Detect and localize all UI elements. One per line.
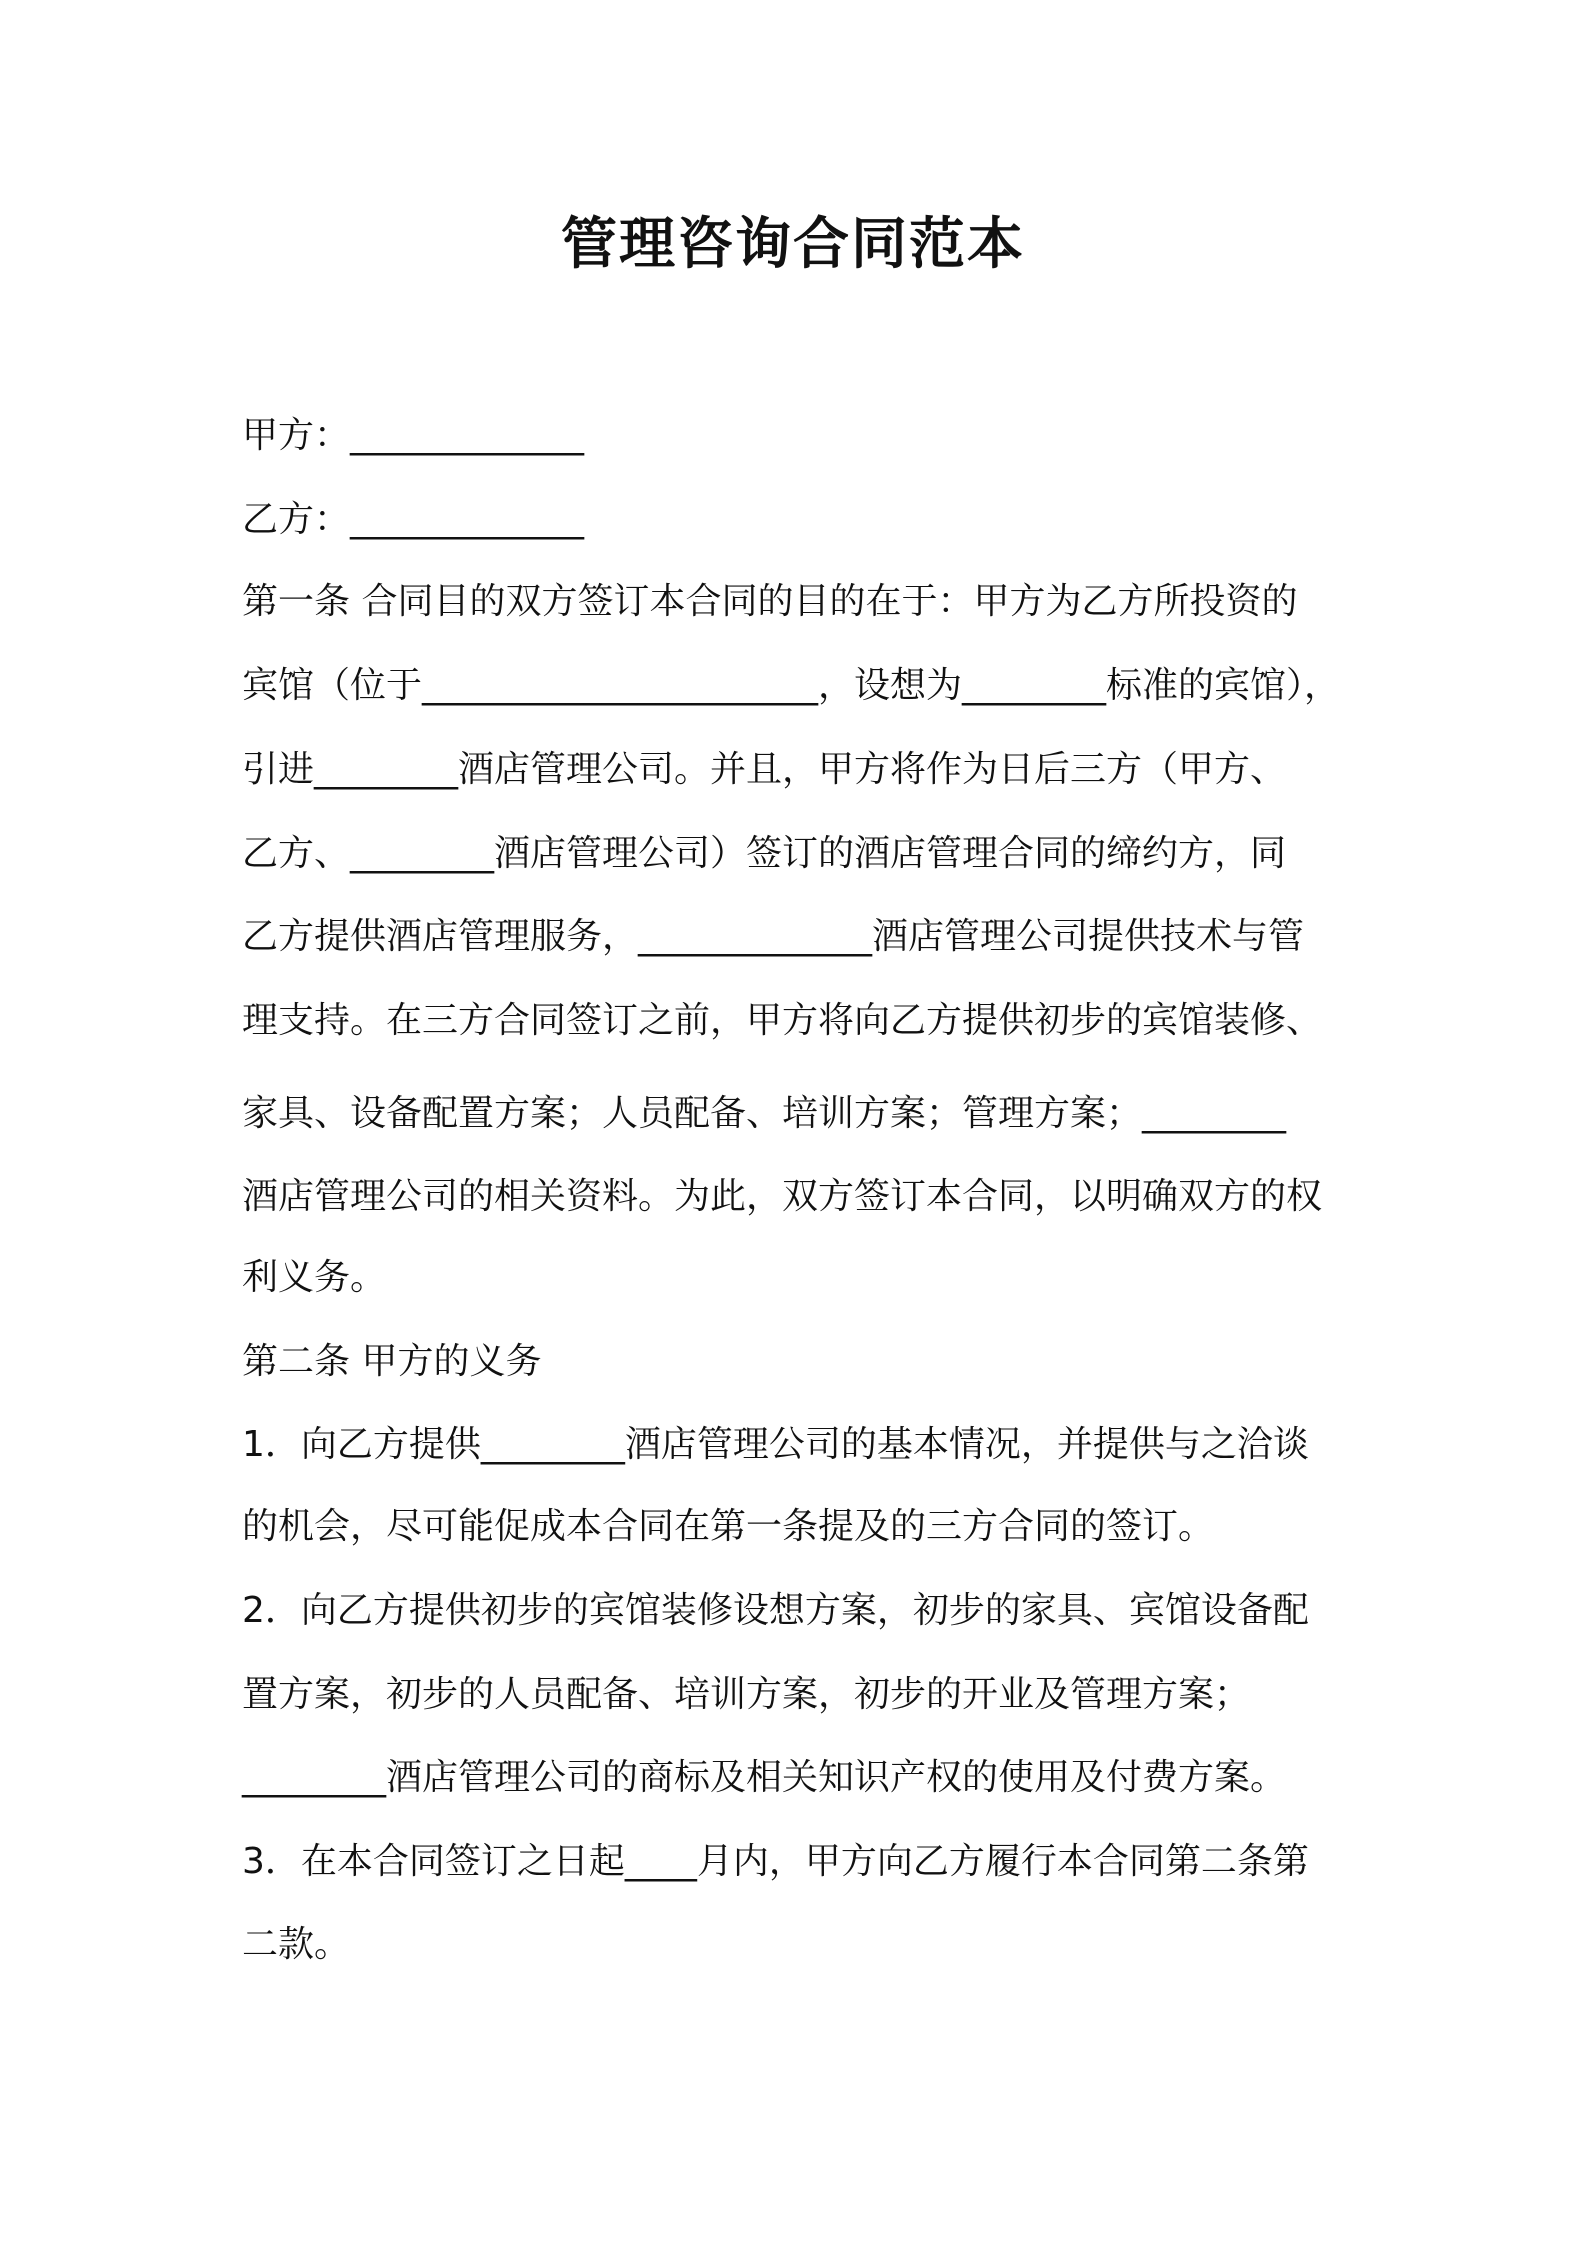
clause-3-line-2: 二款。 bbox=[242, 1924, 351, 1965]
article-2-heading: 第二条 甲方的义务 bbox=[242, 1341, 542, 1382]
party-a-line: 甲方：_____________ bbox=[242, 415, 585, 456]
article-1-line-4: 乙方、________酒店管理公司）签订的酒店管理合同的缔约方，同 bbox=[242, 833, 1287, 874]
clause-2-line-2: 置方案，初步的人员配备、培训方案，初步的开业及管理方案； bbox=[242, 1674, 1251, 1715]
clause-2-line-3: ________酒店管理公司的商标及相关知识产权的使用及付费方案。 bbox=[242, 1757, 1287, 1798]
clause-1-line-1: 1．向乙方提供________酒店管理公司的基本情况，并提供与之洽谈 bbox=[242, 1424, 1309, 1465]
article-1-line-3: 引进________酒店管理公司。并且，甲方将作为日后三方（甲方、 bbox=[242, 749, 1287, 790]
document-title: 管理咨询合同范本 bbox=[561, 212, 1025, 277]
article-1-line-9: 利义务。 bbox=[242, 1257, 387, 1298]
clause-2-line-1: 2．向乙方提供初步的宾馆装修设想方案，初步的家具、宾馆设备配 bbox=[242, 1590, 1309, 1631]
clause-1-line-2: 的机会，尽可能促成本合同在第一条提及的三方合同的签订。 bbox=[242, 1506, 1215, 1547]
clause-3-line-1: 3．在本合同签订之日起____月内，甲方向乙方履行本合同第二条第 bbox=[242, 1841, 1309, 1882]
article-1-line-6: 理支持。在三方合同签订之前，甲方将向乙方提供初步的宾馆装修、 bbox=[242, 1000, 1323, 1041]
article-1-line-8: 酒店管理公司的相关资料。为此，双方签订本合同，以明确双方的权 bbox=[242, 1176, 1323, 1217]
article-1-line-7: 家具、设备配置方案；人员配备、培训方案；管理方案；________ bbox=[242, 1093, 1287, 1134]
article-1-line-1: 第一条 合同目的双方签订本合同的目的在于：甲方为乙方所投资的 bbox=[242, 581, 1298, 622]
party-b-line: 乙方：_____________ bbox=[242, 499, 585, 540]
article-1-line-2: 宾馆（位于______________________，设想为________标准的宾馆）， bbox=[242, 665, 1341, 706]
article-1-line-5: 乙方提供酒店管理服务，_____________酒店管理公司提供技术与管 bbox=[242, 916, 1305, 957]
